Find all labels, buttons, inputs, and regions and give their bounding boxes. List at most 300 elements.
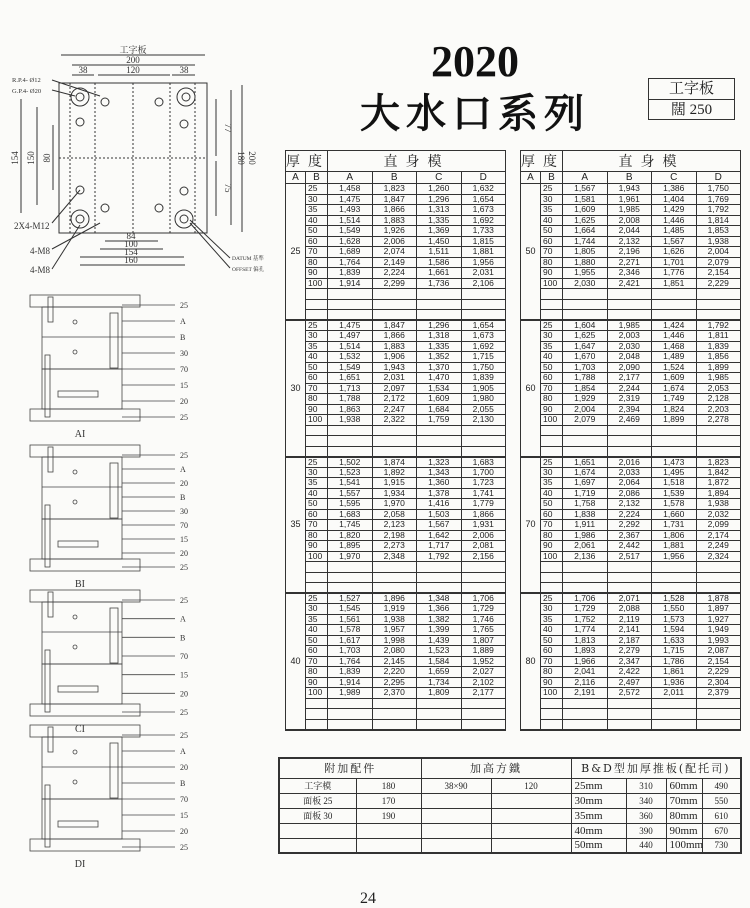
price-table-right (520, 150, 741, 731)
table-row (286, 656, 506, 667)
dimension-label: B (180, 493, 186, 502)
price-cell: 1,788 (328, 394, 373, 405)
price-cell: 1,692 (461, 341, 506, 352)
thickness-b-cell: 100 (541, 415, 563, 426)
thickness-b-cell: 50 (306, 635, 328, 646)
price-cell: 1,701 (652, 257, 697, 268)
plate-thickness: 100mm (666, 838, 702, 853)
price-cell: 1,758 (563, 499, 608, 510)
price-cell (461, 583, 506, 594)
table-row (286, 593, 506, 604)
price-cell: 1,956 (652, 551, 697, 562)
price-cell: 2,030 (563, 278, 608, 289)
thickness-b-cell (306, 425, 328, 436)
price-cell (607, 436, 652, 447)
price-cell (607, 310, 652, 321)
price-cell: 1,723 (461, 478, 506, 489)
price-cell: 1,927 (696, 614, 741, 625)
table-row (286, 247, 506, 258)
thickness-b-cell: 70 (306, 247, 328, 258)
price-cell: 1,609 (563, 205, 608, 216)
price-cell (563, 583, 608, 594)
price-cell (563, 709, 608, 720)
table-row (286, 719, 506, 730)
thickness-a-cell: 35 (286, 457, 306, 594)
price-cell: 1,706 (461, 593, 506, 604)
table-row (521, 667, 741, 678)
thickness-b-cell: 40 (541, 625, 563, 636)
price-cell: 1,370 (417, 362, 462, 373)
table-row (521, 268, 741, 279)
accessory-row (279, 808, 741, 823)
price-cell: 1,938 (696, 499, 741, 510)
price-cell: 1,741 (461, 488, 506, 499)
price-cell: 1,573 (652, 614, 697, 625)
dimension-label: 70 (180, 521, 188, 530)
table-row (521, 331, 741, 342)
table-row (521, 562, 741, 573)
table-row (521, 646, 741, 657)
price-cell: 1,485 (652, 226, 697, 237)
price-cell: 1,839 (328, 268, 373, 279)
price-cell: 2,006 (372, 236, 417, 247)
thickness-a-cell: 40 (286, 593, 306, 730)
dimension-label: 20 (180, 479, 188, 488)
price-cell (417, 446, 462, 457)
price-cell (461, 310, 506, 321)
table-row (286, 625, 506, 636)
price-cell: 2,031 (461, 268, 506, 279)
price-cell: 1,567 (417, 520, 462, 531)
dim-bottom-100: 100 (124, 239, 138, 249)
table-row (286, 352, 506, 363)
thickness-b-cell: 25 (306, 593, 328, 604)
price-cell (328, 446, 373, 457)
price-cell (696, 436, 741, 447)
table-row (286, 320, 506, 331)
price-cell: 2,097 (372, 383, 417, 394)
price-cell (652, 289, 697, 300)
price-cell: 1,386 (652, 184, 697, 195)
price-cell: 1,633 (652, 635, 697, 646)
price-cell: 2,229 (696, 278, 741, 289)
thickness-b-cell: 40 (306, 215, 328, 226)
price-cell: 1,318 (417, 331, 462, 342)
price-cell: 1,872 (696, 478, 741, 489)
column-header: B (541, 172, 563, 184)
thickness-b-cell (541, 709, 563, 720)
thickness-b-cell: 100 (541, 688, 563, 699)
price-cell: 1,769 (696, 194, 741, 205)
price-cell: 2,229 (696, 667, 741, 678)
price-cell: 1,866 (461, 509, 506, 520)
price-cell: 1,779 (461, 499, 506, 510)
price-cell: 2,087 (696, 646, 741, 657)
part-name: 面板 25 (279, 793, 356, 808)
price-cell: 1,446 (652, 331, 697, 342)
price-cell: 1,495 (652, 467, 697, 478)
price-cell: 1,731 (652, 520, 697, 531)
price-cell: 2,156 (461, 551, 506, 562)
price-cell: 1,957 (372, 625, 417, 636)
price-cell: 1,998 (372, 635, 417, 646)
column-header: D (461, 172, 506, 184)
price-cell: 2,044 (607, 226, 652, 237)
header-accessories: 附加配件 (279, 758, 421, 778)
price-cell: 2,061 (563, 541, 608, 552)
price-cell (461, 289, 506, 300)
callout-return-pin: R.P.4- Ø12 (12, 77, 41, 84)
price-cell: 2,030 (607, 341, 652, 352)
price-cell: 1,734 (417, 677, 462, 688)
thickness-b-cell: 90 (541, 268, 563, 279)
price-cell: 1,404 (652, 194, 697, 205)
column-header: A (563, 172, 608, 184)
price-cell: 2,191 (563, 688, 608, 699)
table-row (521, 572, 741, 583)
price-cell: 1,788 (563, 373, 608, 384)
dimension-label: 20 (180, 549, 188, 558)
price-cell: 1,993 (696, 635, 741, 646)
thickness-b-cell: 60 (541, 373, 563, 384)
dimension-label: 70 (180, 795, 188, 804)
table-row (521, 625, 741, 636)
price-cell: 2,123 (372, 520, 417, 531)
price-cell: 2,572 (607, 688, 652, 699)
price-cell (372, 299, 417, 310)
figure-caption: AI (74, 429, 86, 440)
thickness-b-cell: 80 (306, 667, 328, 678)
price-cell: 1,567 (652, 236, 697, 247)
price-cell: 1,717 (417, 541, 462, 552)
price-cell: 1,617 (328, 635, 373, 646)
price-cell: 1,750 (696, 184, 741, 195)
table-row (521, 352, 741, 363)
riser-price: 120 (491, 778, 571, 793)
thickness-b-cell: 80 (306, 530, 328, 541)
part-name: 工字模 (279, 778, 356, 793)
price-cell: 1,814 (696, 215, 741, 226)
price-cell: 2,394 (607, 404, 652, 415)
price-cell (372, 719, 417, 730)
price-cell: 1,313 (417, 205, 462, 216)
price-cell (461, 562, 506, 573)
thickness-b-cell: 70 (306, 656, 328, 667)
price-cell: 2,348 (372, 551, 417, 562)
price-cell (328, 719, 373, 730)
price-cell: 1,881 (461, 247, 506, 258)
price-cell (328, 698, 373, 709)
price-cell: 1,514 (328, 215, 373, 226)
price-cell: 2,442 (607, 541, 652, 552)
table-row (286, 520, 506, 531)
price-cell: 2,469 (607, 415, 652, 426)
price-cell: 2,074 (372, 247, 417, 258)
table-row (286, 205, 506, 216)
dim-top-200: 200 (126, 55, 140, 65)
price-cell: 1,439 (417, 635, 462, 646)
table-row (521, 373, 741, 384)
price-cell: 2,102 (461, 677, 506, 688)
dimension-label: 25 (180, 301, 188, 310)
price-cell: 1,774 (563, 625, 608, 636)
thickness-b-cell: 80 (306, 394, 328, 405)
price-cell: 1,880 (563, 257, 608, 268)
price-cell: 1,970 (372, 499, 417, 510)
price-cell: 2,099 (696, 520, 741, 531)
price-cell (372, 289, 417, 300)
callout-m8-a: 4-M8 (30, 246, 50, 256)
price-cell: 2,033 (607, 467, 652, 478)
price-cell: 1,961 (607, 194, 652, 205)
table-row (286, 436, 506, 447)
plate-thickness: 70mm (666, 793, 702, 808)
thickness-b-cell: 90 (541, 541, 563, 552)
price-cell: 1,625 (563, 331, 608, 342)
column-header: A (286, 172, 306, 184)
thickness-b-cell: 50 (541, 499, 563, 510)
thickness-b-cell: 40 (306, 625, 328, 636)
thickness-b-cell: 50 (541, 635, 563, 646)
table-row (521, 593, 741, 604)
dimension-label: 20 (180, 689, 188, 699)
price-cell: 1,489 (652, 352, 697, 363)
thickness-b-cell: 30 (306, 194, 328, 205)
dimension-label: 15 (180, 535, 188, 544)
price-cell: 2,136 (563, 551, 608, 562)
thickness-b-cell: 35 (541, 341, 563, 352)
dimension-label: 30 (180, 507, 188, 516)
table-row (521, 257, 741, 268)
header-thick-plate: B&D型加厚推板(配托司) (571, 758, 741, 778)
table-row (286, 530, 506, 541)
price-cell: 1,811 (696, 331, 741, 342)
plate-thickness: 40mm (571, 823, 626, 838)
thickness-b-cell: 25 (541, 184, 563, 195)
price-cell: 2,421 (607, 278, 652, 289)
table-row (521, 362, 741, 373)
thickness-b-cell: 100 (541, 551, 563, 562)
table-row (521, 520, 741, 531)
price-cell: 2,079 (696, 257, 741, 268)
table-row (286, 488, 506, 499)
thickness-b-cell: 35 (541, 478, 563, 489)
table-row (286, 341, 506, 352)
price-cell (417, 698, 462, 709)
price-cell: 1,366 (417, 604, 462, 615)
price-cell: 2,196 (607, 247, 652, 258)
column-header: C (417, 172, 462, 184)
dimension-label: 15 (180, 811, 188, 820)
price-cell: 2,273 (372, 541, 417, 552)
table-row (286, 299, 506, 310)
series-title: 大水口系列 (360, 91, 590, 137)
price-cell: 1,853 (696, 226, 741, 237)
price-cell: 1,532 (328, 352, 373, 363)
price-cell: 2,367 (607, 530, 652, 541)
price-cell: 2,071 (607, 593, 652, 604)
dim-left-80: 80 (42, 153, 52, 163)
price-cell: 1,654 (461, 320, 506, 331)
table-row (286, 572, 506, 583)
price-cell (607, 425, 652, 436)
price-cell: 1,715 (652, 646, 697, 657)
callout-guide-pin: G.P.4- Ø20 (12, 88, 42, 95)
price-cell: 1,429 (652, 205, 697, 216)
price-cell (417, 436, 462, 447)
thickness-b-cell (541, 289, 563, 300)
table-row (286, 194, 506, 205)
table-row (521, 719, 741, 730)
price-cell: 1,733 (461, 226, 506, 237)
price-cell: 1,378 (417, 488, 462, 499)
price-cell: 1,881 (652, 541, 697, 552)
figure-caption: DI (74, 859, 86, 870)
price-cell: 2,174 (696, 530, 741, 541)
price-cell: 2,011 (652, 688, 697, 699)
price-cell: 1,651 (563, 457, 608, 468)
price-cell: 2,055 (461, 404, 506, 415)
price-cell: 1,458 (328, 184, 373, 195)
table-row (286, 614, 506, 625)
table-row (521, 656, 741, 667)
table-row (521, 247, 741, 258)
price-cell: 1,468 (652, 341, 697, 352)
dimension-label: 25 (180, 708, 188, 717)
price-cell: 1,523 (417, 646, 462, 657)
plate-thickness: 35mm (571, 808, 626, 823)
price-cell: 2,177 (461, 688, 506, 699)
thickness-b-cell: 70 (306, 520, 328, 531)
thickness-b-cell (306, 310, 328, 321)
price-cell: 1,938 (696, 236, 741, 247)
price-cell: 1,632 (461, 184, 506, 195)
thickness-b-cell (541, 572, 563, 583)
price-cell: 1,956 (461, 257, 506, 268)
price-cell: 1,684 (417, 404, 462, 415)
price-cell (461, 698, 506, 709)
price-cell: 2,279 (607, 646, 652, 657)
table-row (521, 215, 741, 226)
price-cell: 1,581 (563, 194, 608, 205)
dimension-label: 70 (180, 365, 188, 374)
price-cell: 1,557 (328, 488, 373, 499)
price-cell: 1,861 (652, 667, 697, 678)
price-cell: 2,003 (607, 331, 652, 342)
thickness-b-cell: 80 (541, 257, 563, 268)
price-cell: 1,343 (417, 467, 462, 478)
price-cell: 1,514 (328, 341, 373, 352)
thickness-b-cell: 100 (306, 415, 328, 426)
price-cell: 1,985 (607, 320, 652, 331)
price-cell: 1,503 (417, 509, 462, 520)
price-cell: 1,905 (461, 383, 506, 394)
dimension-label: 25 (180, 563, 188, 572)
price-cell: 2,064 (607, 478, 652, 489)
price-cell (461, 572, 506, 583)
price-cell: 2,004 (563, 404, 608, 415)
price-cell: 1,659 (417, 667, 462, 678)
table-row (286, 310, 506, 321)
thickness-b-cell: 25 (541, 457, 563, 468)
table-row (286, 446, 506, 457)
thickness-b-cell (306, 562, 328, 573)
column-header: A (521, 172, 541, 184)
price-cell: 1,985 (696, 373, 741, 384)
price-cell: 1,896 (372, 593, 417, 604)
price-cell: 2,247 (372, 404, 417, 415)
dimension-label: 15 (180, 670, 188, 680)
price-cell: 1,893 (563, 646, 608, 657)
thickness-b-cell (306, 719, 328, 730)
table-row (521, 635, 741, 646)
price-cell (372, 698, 417, 709)
price-cell: 1,854 (563, 383, 608, 394)
thickness-b-cell: 30 (306, 604, 328, 615)
price-cell: 1,609 (652, 373, 697, 384)
accessory-row (279, 778, 741, 793)
table-row (521, 226, 741, 237)
price-cell: 1,534 (417, 383, 462, 394)
price-cell: 1,567 (563, 184, 608, 195)
price-cell: 1,549 (328, 362, 373, 373)
price-cell: 1,759 (417, 415, 462, 426)
price-cell (328, 709, 373, 720)
price-cell: 2,149 (372, 257, 417, 268)
thickness-b-cell (541, 299, 563, 310)
price-cell: 1,697 (563, 478, 608, 489)
thickness-b-cell: 70 (541, 383, 563, 394)
table-row (521, 551, 741, 562)
price-cell (461, 446, 506, 457)
price-cell: 1,915 (372, 478, 417, 489)
thickness-a-cell: 25 (286, 184, 306, 321)
price-cell: 2,119 (607, 614, 652, 625)
price-cell: 1,518 (652, 478, 697, 489)
mold-figure-ci (30, 590, 188, 735)
price-cell: 2,048 (607, 352, 652, 363)
dimension-label: 15 (180, 381, 188, 390)
price-cell: 1,838 (563, 509, 608, 520)
table-row (286, 184, 506, 195)
price-cell: 1,847 (372, 194, 417, 205)
mold-figure-di (30, 725, 188, 870)
thickness-b-cell: 35 (306, 478, 328, 489)
price-cell: 1,949 (696, 625, 741, 636)
plate-thickness: 60mm (666, 778, 702, 793)
thickness-b-cell: 90 (541, 404, 563, 415)
price-cell (652, 562, 697, 573)
accessory-row (279, 793, 741, 808)
thickness-b-cell: 80 (541, 394, 563, 405)
price-cell: 2,088 (607, 604, 652, 615)
thickness-b-cell (541, 562, 563, 573)
price-cell (696, 310, 741, 321)
price-cell: 2,198 (372, 530, 417, 541)
thickness-b-cell (306, 698, 328, 709)
dimension-label: A (180, 465, 186, 474)
column-header: B (607, 172, 652, 184)
dim-bottom-160: 160 (124, 255, 138, 265)
price-cell: 2,319 (607, 394, 652, 405)
thickness-b-cell: 100 (306, 551, 328, 562)
price-cell: 2,032 (696, 509, 741, 520)
thickness-b-cell (541, 446, 563, 457)
thickness-b-cell: 100 (541, 278, 563, 289)
dimension-label: 25 (180, 413, 188, 422)
thickness-b-cell (541, 698, 563, 709)
price-cell: 1,892 (372, 467, 417, 478)
